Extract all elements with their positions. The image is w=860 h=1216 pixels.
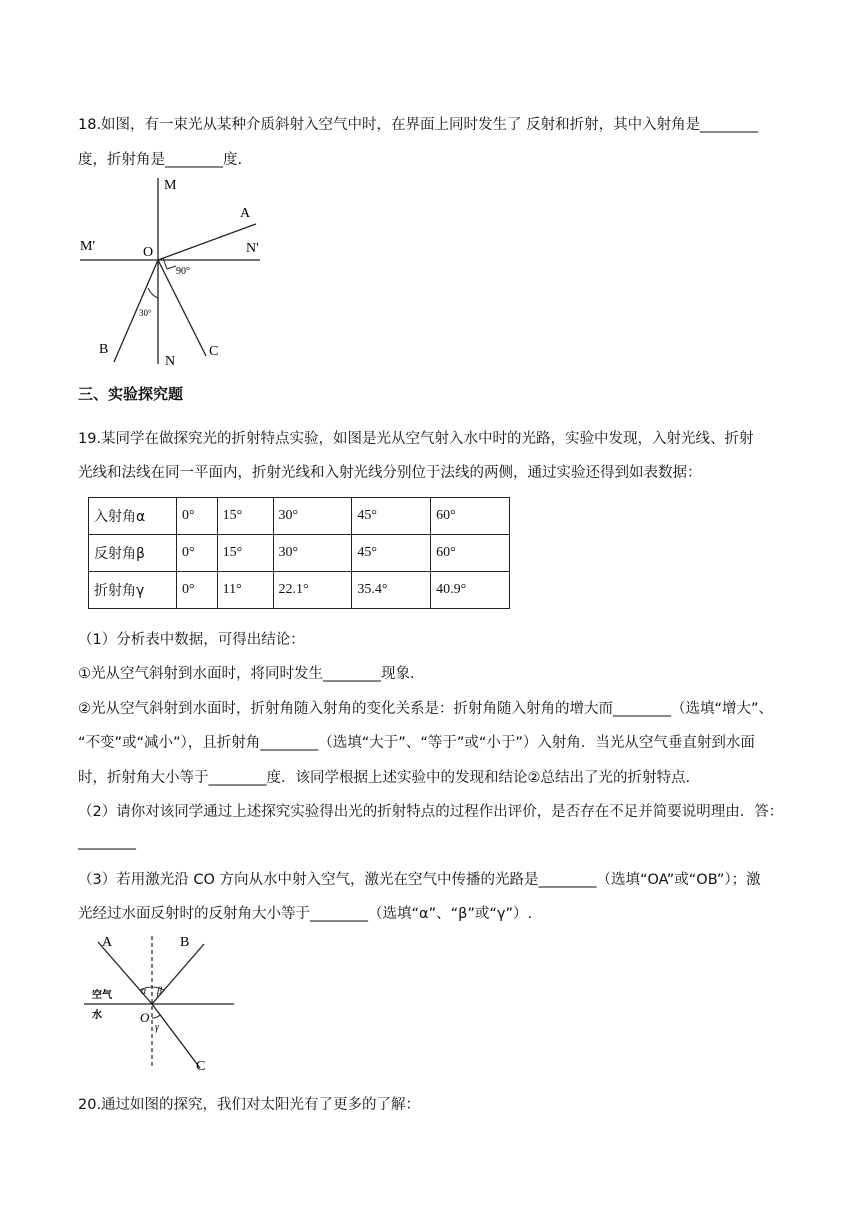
label-C: C: [209, 344, 219, 359]
label-O: O: [140, 1010, 150, 1025]
q19-intro-line1: 19.某同学在做探究光的折射特点实验，如图是光从空气射入水中时的光路，实验中发现，入射光线、折射: [78, 431, 754, 447]
table-cell: 22.1°: [273, 572, 352, 609]
section-title: 三、实验探究题: [78, 385, 184, 403]
table-cell: 30°: [273, 498, 352, 535]
angle-label-90: 90°: [176, 266, 190, 277]
table-row-header: 反射角β: [89, 535, 177, 572]
label-A: A: [240, 206, 251, 221]
label-alpha: α: [141, 986, 147, 997]
table-cell: 15°: [217, 498, 273, 535]
q19-intro-line2: 光线和法线在同一平面内，折射光线和入射光线分别位于法线的两侧，通过实验还得到如表数据：: [78, 465, 702, 481]
table-cell: 45°: [352, 535, 431, 572]
angle-arc-gamma: [152, 1015, 160, 1018]
q19-light-path-diagram: [80, 932, 240, 1072]
q19-part1-title: （1）分析表中数据，可得出结论：: [78, 632, 305, 648]
table-row: [89, 498, 510, 535]
angle-label-30: 30°: [139, 308, 152, 318]
label-gamma: γ: [155, 1022, 159, 1033]
table-row-header: 折射角γ: [89, 572, 177, 609]
table-cell: 0°: [177, 498, 218, 535]
table-cell: 15°: [217, 535, 273, 572]
label-air: 空气: [92, 990, 112, 1001]
label-N: N: [165, 354, 176, 369]
q19-part1-item2-line1: ②光从空气斜射到水面时，折射角随入射角的变化关系是：折射角随入射角的增大而________（选填“增大”、: [78, 701, 774, 717]
table-cell: 45°: [352, 498, 431, 535]
table-cell: 0°: [177, 535, 218, 572]
label-C: C: [196, 1059, 206, 1072]
q19-part2-line1: （2）请你对该同学通过上述探究实验得出光的折射特点的过程作出评价，是否存在不足并简要说明理由．答：: [78, 804, 784, 820]
label-M-prime: M': [80, 239, 95, 254]
table-row-header: 入射角α: [89, 498, 177, 535]
table-cell: 0°: [177, 572, 218, 609]
q18-refraction-diagram: [70, 170, 270, 370]
q19-data-table: [88, 497, 510, 609]
table-row: [89, 572, 510, 609]
label-B: B: [180, 935, 190, 950]
label-A: A: [102, 935, 113, 950]
table-cell: 60°: [431, 535, 510, 572]
label-water: 水: [92, 1010, 102, 1021]
q19-part1-item2-line3: 时，折射角大小等于________度．该同学根据上述实验中的发现和结论②总结出了光的折射特点.: [78, 770, 691, 786]
label-N-prime: N': [246, 241, 259, 256]
ray-OA: [158, 224, 256, 260]
q19-part1-item2-line2: “不变”或“减小”），且折射角________（选填“大于”、“等于”或“小于”）入射角．当光从空气垂直射到水面: [78, 735, 755, 751]
table-cell: 40.9°: [431, 572, 510, 609]
q19-part3-line2: 光经过水面反射时的反射角大小等于________（选填“α”、“β”或“γ”）.: [78, 906, 533, 922]
label-B: B: [99, 342, 109, 357]
q19-part1-item1: ①光从空气斜射到水面时，将同时发生________现象.: [78, 666, 415, 682]
q19-part3-line1: （3）若用激光沿 CO 方向从水中射入空气，激光在空气中传播的光路是________（选填“OA”或“OB”）；激: [78, 872, 761, 888]
table-cell: 60°: [431, 498, 510, 535]
label-M: M: [164, 178, 177, 193]
q18-text-line2: 度，折射角是________度.: [78, 152, 243, 168]
table-cell: 30°: [273, 535, 352, 572]
q20-text-line1: 20.通过如图的探究，我们对太阳光有了更多的了解：: [78, 1097, 421, 1113]
q18-text-line1: 18.如图，有一束光从某种介质斜射入空气中时，在界面上同时发生了 反射和折射，其中入射角是________: [78, 117, 759, 133]
q19-part2-line2: ________: [78, 834, 136, 850]
table-cell: 35.4°: [352, 572, 431, 609]
table-row: [89, 535, 510, 572]
label-beta: β: [157, 986, 162, 997]
ray-OC: [152, 1004, 200, 1068]
label-O: O: [143, 245, 154, 260]
angle-arc-30: [148, 288, 158, 298]
table-cell: 11°: [217, 572, 273, 609]
